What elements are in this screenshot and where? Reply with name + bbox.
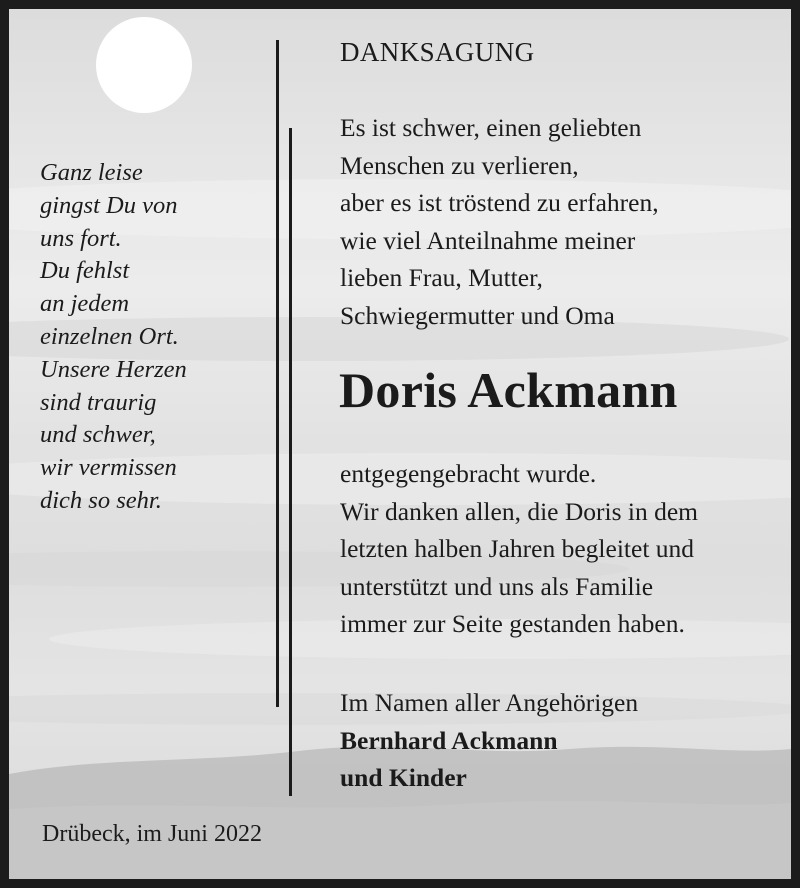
signature-block — [340, 684, 638, 797]
poem-line: uns fort. — [40, 224, 122, 252]
intro-text — [340, 109, 659, 334]
text-line: entgegengebracht wurde. — [340, 459, 597, 488]
poem-line: gingst Du von — [40, 191, 178, 219]
poem-line: sind traurig — [40, 388, 157, 416]
text-line: aber es ist tröstend zu erfahren, — [340, 188, 659, 217]
text-line: Es ist schwer, einen geliebten — [340, 113, 642, 142]
moon-icon — [96, 17, 192, 113]
poem — [40, 157, 187, 518]
divider-line — [276, 40, 279, 707]
text-line: Menschen zu verlieren, — [340, 150, 579, 180]
poem-line: Du fehlst — [40, 257, 130, 285]
poem-line: Ganz leise — [40, 159, 143, 186]
heading: DANKSAGUNG — [340, 37, 535, 67]
thanks-text — [340, 455, 698, 643]
text-line: Schwiegermutter und Oma — [340, 300, 615, 330]
text-line: Wir danken allen, die Doris in dem — [340, 496, 698, 526]
signature-line: Im Namen aller Angehörigen — [340, 688, 639, 717]
text-line: immer zur Seite gestanden haben. — [340, 609, 685, 638]
text-line: unterstützt und uns als Familie — [340, 571, 654, 601]
text-line: wie viel Anteilnahme meiner — [340, 225, 636, 255]
divider-line — [289, 128, 292, 796]
poem-line: und schwer, — [40, 421, 156, 449]
deceased-name: Doris Ackmann — [339, 362, 678, 418]
poem-line: Unsere Herzen — [40, 355, 187, 383]
poem-line: dich so sehr. — [40, 486, 162, 514]
text-line: lieben Frau, Mutter, — [340, 263, 543, 292]
poem-line: an jedem — [40, 290, 130, 318]
text-line: letzten halben Jahren begleitet und — [340, 534, 695, 563]
place-date: Drübeck, im Juni 2022 — [42, 821, 262, 847]
signatory-family: und Kinder — [340, 763, 467, 792]
poem-line: einzelnen Ort. — [40, 322, 179, 350]
signatory-name: Bernhard Ackmann — [340, 725, 558, 755]
poem-line: wir vermissen — [40, 454, 177, 482]
